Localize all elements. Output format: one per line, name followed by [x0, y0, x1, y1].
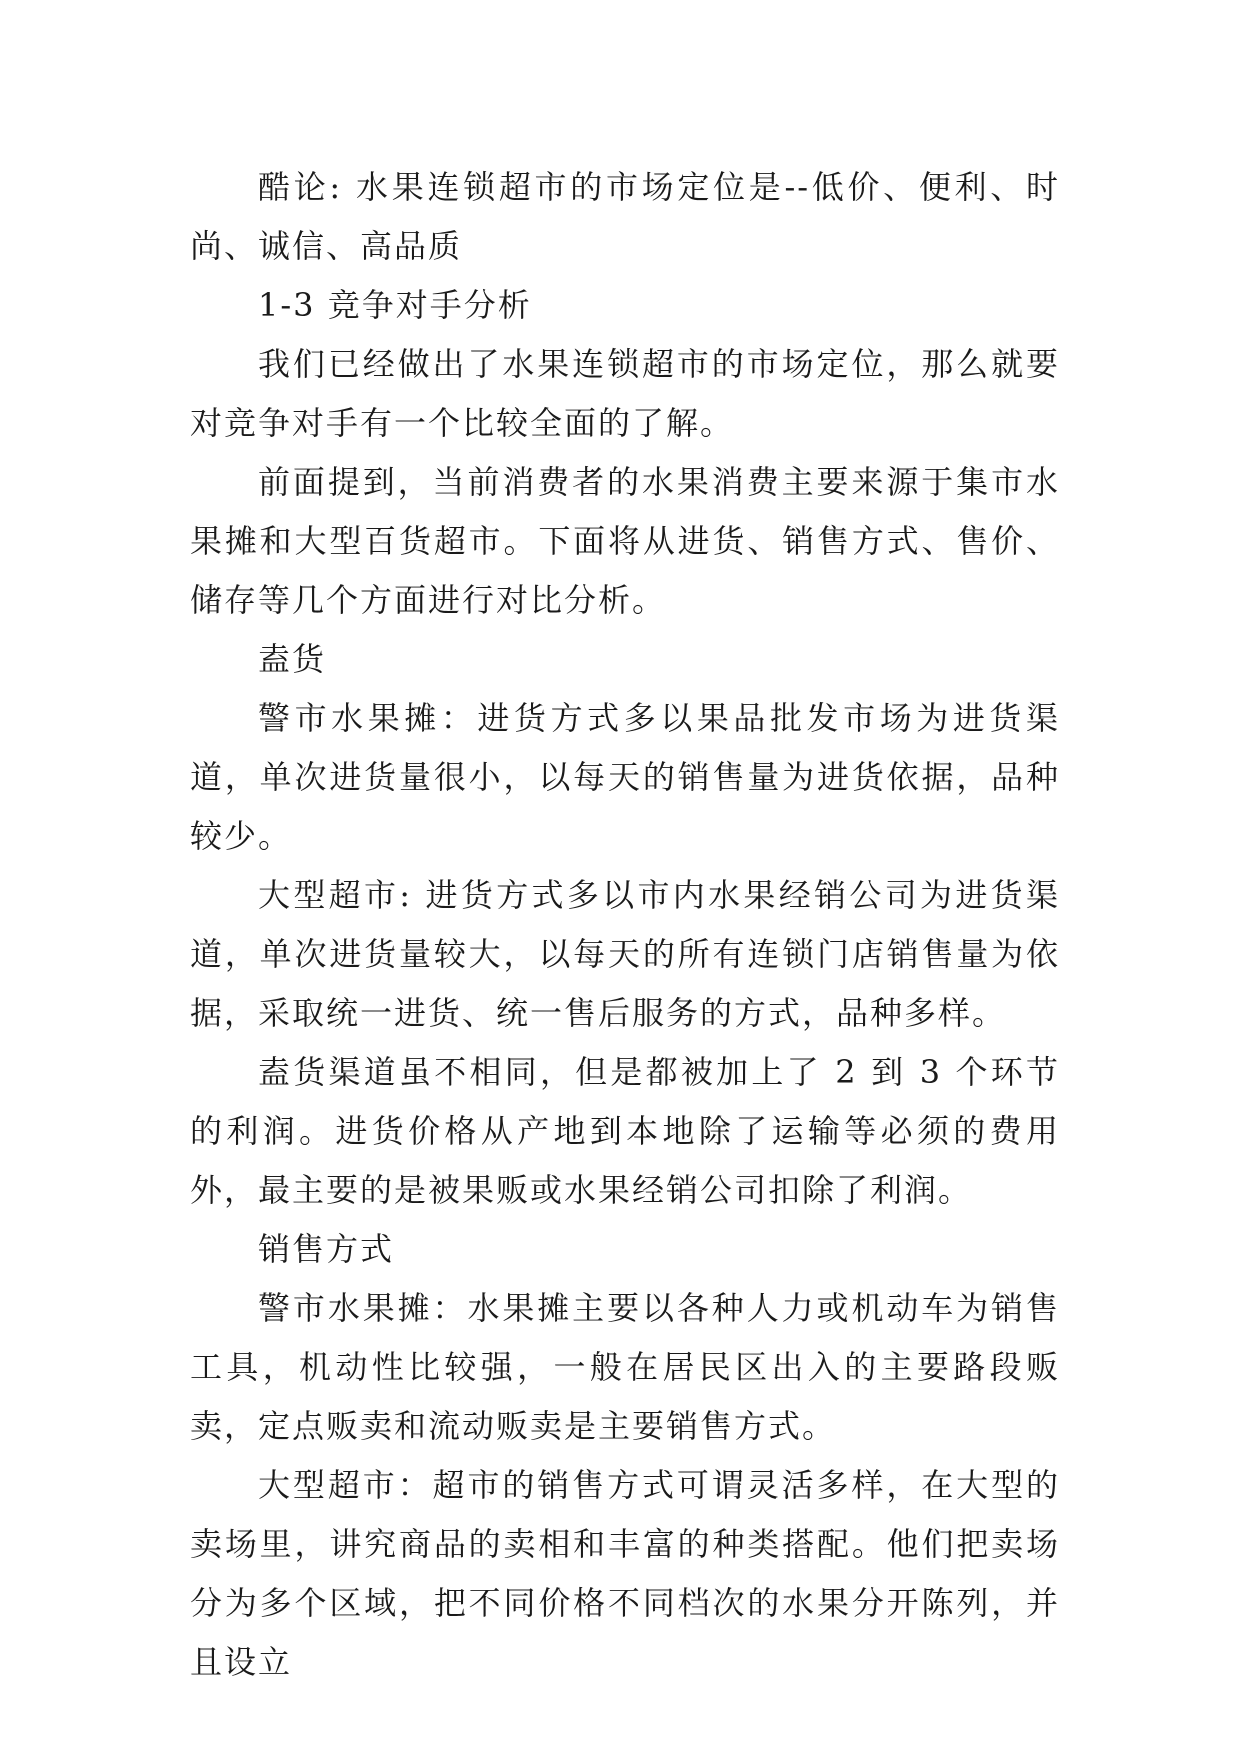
document-body	[190, 158, 1060, 1692]
paragraph-comparison-overview: 前面提到，当前消费者的水果消费主要来源于集市水果摊和大型百货超市。下面将从进货、销售方式、售价、储存等几个方面进行对比分析。	[190, 463, 1060, 619]
subheading-sales-method: 销售方式	[258, 1230, 395, 1268]
subheading-purchasing: 盍货	[258, 640, 327, 678]
paragraph-intro: 我们已经做出了水果连锁超市的市场定位，那么就要对竞争对手有一个比较全面的了解。	[190, 345, 1060, 442]
paragraph-supermarket-sales: 大型超市：超市的销售方式可谓灵活多样，在大型的卖场里，讲究商品的卖相和丰富的种类搭配。他们把卖场分为多个区域，把不同价格不同档次的水果分开陈列，并且设立	[190, 1466, 1060, 1681]
paragraph-market-positioning: 酷论: 水果连锁超市的市场定位是--低价、便利、时尚、诚信、高品质	[190, 168, 1060, 265]
paragraph-purchasing-summary: 盍货渠道虽不相同，但是都被加上了 2 到 3 个环节的利润。进货价格从产地到本地除了运输等必须的费用外，最主要的是被果贩或水果经销公司扣除了利润。	[190, 1053, 1060, 1209]
paragraph-supermarket-purchasing: 大型超市: 进货方式多以市内水果经销公司为进货渠道，单次进货量较大，以每天的所有连锁门店销售量为依据，采取统一进货、统一售后服务的方式，品种多样。	[190, 876, 1060, 1032]
section-heading-competitor-analysis: 1-3 竞争对手分析	[258, 286, 532, 324]
paragraph-fruit-stall-purchasing: 警市水果摊：进货方式多以果品批发市场为进货渠道，单次进货量很小，以每天的销售量为进货依据，品种较少。	[190, 699, 1060, 855]
paragraph-fruit-stall-sales: 警市水果摊：水果摊主要以各种人力或机动车为销售工具，机动性比较强，一般在居民区出入的主要路段贩卖，定点贩卖和流动贩卖是主要销售方式。	[190, 1289, 1060, 1445]
